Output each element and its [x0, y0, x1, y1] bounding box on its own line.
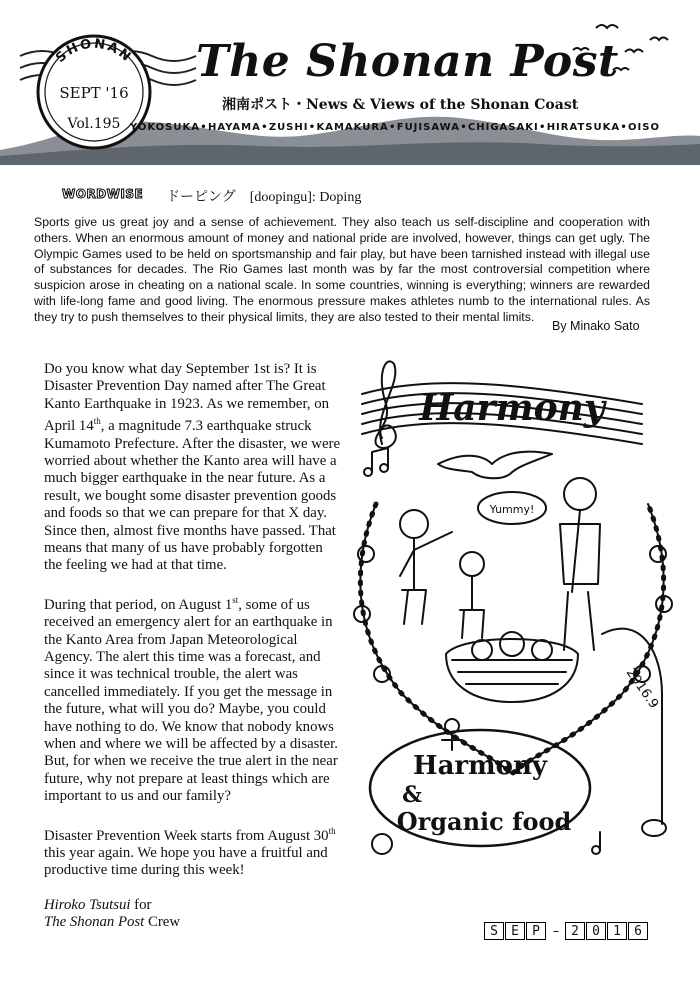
harmony-illustration [342, 354, 682, 894]
town-name: HIRATSUKA [546, 122, 621, 133]
issue-date-box [484, 922, 649, 940]
stamp-date: SEPT '16 [59, 84, 129, 102]
article-signature: Hiroko Tsutsui for The Shonan Post Crew [44, 896, 181, 931]
date-cell: P [526, 922, 546, 940]
caption-line-2: Organic food [396, 807, 572, 836]
paper-subtitle: 湘南ポスト・News & Views of the Shonan Coast [222, 97, 579, 113]
illustration-date: 2016.9 [622, 665, 662, 712]
speech-bubble-text: Yummy! [489, 503, 535, 516]
date-cell: 0 [586, 922, 606, 940]
article-paragraph-2: During that period, on August 1st, some of us received an emergency alert for an earthquake in the Kanto Area from Japan Meteorological Agency. The alert this time was a forecast, and since it was technical trouble, the alert was cancelled immediately. If you get the message in the future, what will you do? Maybe, you could have nothing to do. We know that nobody knows when and where we will be affected by a disaster. But, for when we receive the true alert in the near future, why not prepare at least things which are important to us and our family? [44, 594, 338, 805]
town-separator: • [389, 122, 397, 133]
town-name: ZUSHI [268, 122, 309, 133]
town-separator: • [200, 122, 208, 133]
article-paragraph-3: Disaster Prevention Week starts from August 30th this year again. We hope you have a fruitful and productive time during this week! [44, 825, 336, 879]
town-name: OISO [628, 122, 660, 133]
article-paragraph-1: Do you know what day September 1st is? It is Disaster Prevention Day named after The Great Kanto Earthquake in 1923. As we remember, on April 14th, a magnitude 7.3 earthquake struck Kumamoto Prefecture. After the disaster, we were worried about whether the Kanto area will have a much bigger earthquake in the near future. As a result, we bought some disaster prevention goods and foods so that we can prepare for that X day. Since then, almost five months have passed. That means that many of us have probably forgotten the feeling we had at that time. [44, 361, 341, 574]
stamp-top-text: SHONAN [53, 36, 135, 66]
article-column [44, 361, 344, 932]
town-name: KAMAKURA [316, 122, 389, 133]
date-cell: 6 [628, 922, 648, 940]
town-name: FUJISAWA [396, 122, 460, 133]
stamp-volume: Vol.195 [67, 116, 121, 132]
town-name: HAYAMA [207, 122, 261, 133]
date-dash: – [552, 923, 560, 939]
banner-text: Harmony [419, 387, 605, 429]
caption-ampersand: & [402, 782, 422, 808]
town-separator: • [539, 122, 547, 133]
town-separator: • [460, 122, 468, 133]
town-name: CHIGASAKI [467, 122, 539, 133]
town-separator: • [308, 122, 317, 133]
paper-title: The Shonan Post [196, 36, 619, 87]
postmark-stamp [24, 28, 164, 168]
caption-line-1: Harmony [413, 751, 547, 781]
town-name: YOKOSUKA [130, 122, 200, 133]
date-cell: E [505, 922, 525, 940]
date-cell: 2 [565, 922, 585, 940]
wordwise-term: ドーピング [doopingu]: Doping [166, 190, 362, 205]
town-separator: • [620, 122, 628, 133]
wordwise-badge: WORDWISE [62, 187, 144, 201]
intro-paragraph: Sports give us great joy and a sense of achievement. They also teach us self-discipline and cooperation with others. When an enormous amount of money and national pride are involved, however, things can get ugly. The Olympic Games used to be held on sportsmanship and fair play, but have been tarnished instead with illegal use of substances for decades. The Rio Games last month was by far the most controversial competition where suspicion arose in cheating on a national scale. In some countries, winning is everything; winners are rewarded with life-long fame and good living. The enormous pressure makes athletes numb to the international rules. As they try to push themselves to their physical limits, they are also tested to their mental limits. [34, 215, 650, 324]
intro-byline: By Minako Sato [552, 319, 640, 333]
date-cell: 1 [607, 922, 627, 940]
town-list [130, 122, 660, 133]
date-cell: S [484, 922, 504, 940]
town-separator: • [261, 122, 269, 133]
